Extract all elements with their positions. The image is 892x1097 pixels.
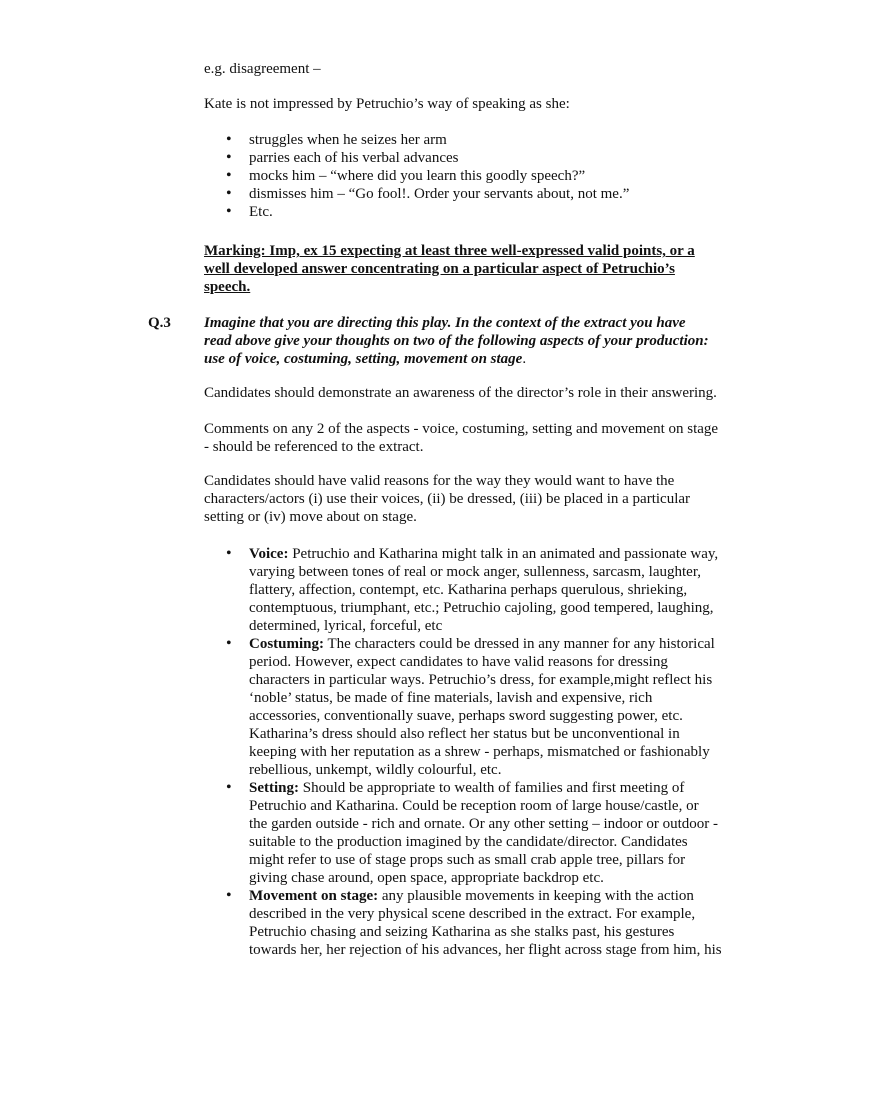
aspects-list (204, 545, 764, 959)
kate-points-list (204, 131, 744, 221)
list-item: • struggles when he seizes her arm (204, 131, 744, 149)
aspect-voice: • Voice: Petruchio and Katharina might talk in an animated and passionate way, varying between tones of real or mock anger, sullenness, sarcasm, laughter, flattery, affection, contempt, etc. Katharina perhaps querulous, shrieking, contemptuous, triumphant, etc.; Petruchio cajoling, good tempered, laughing, determined, lyrical, forceful, etc (204, 545, 764, 635)
reasons-paragraph: Candidates should have valid reasons for the way they would want to have the characters/actors (i) use their voices, (ii) be dressed, (iii) be placed in a particular setting or (iv) move about on stage. (204, 473, 691, 525)
marking-note: Marking: Imp, ex 15 expecting at least three well-expressed valid points, or a well developed answer concentrating on a particular aspect of Petruchio’s speech. (204, 243, 695, 295)
list-item: • dismisses him – “Go fool!. Order your servants about, not me.” (204, 185, 744, 203)
question-text: Imagine that you are directing this play. In the context of the extract you have read above give your thoughts on two of the following aspects of your production: use of voice, costuming, setting, movement on stage. (204, 315, 709, 367)
comments-paragraph: Comments on any 2 of the aspects - voice, costuming, setting and movement on stage - should be referenced to the extract. (204, 421, 719, 455)
director-paragraph: Candidates should demonstrate an awareness of the director’s role in their answering. (204, 385, 717, 401)
list-item: • mocks him – “where did you learn this goodly speech?” (204, 167, 744, 185)
list-item: • Etc. (204, 203, 744, 221)
kate-intro-line: Kate is not impressed by Petruchio’s way of speaking as she: (204, 96, 570, 112)
aspect-costuming: • Costuming: The characters could be dressed in any manner for any historical period. However, expect candidates to have valid reasons for dressing characters in particular ways. Petruchio’s dress, for example,might reflect his ‘noble’ status, be made of fine materials, lavish and expensive, rich accessories, conventionally suave, perhaps sword suggesting power, etc. Katharina’s dress should also reflect her status but be unconventional in keeping with her reputation as a shrew - perhaps, mismatched or fashionably rebellious, unkempt, wildly colourful, etc. (204, 635, 764, 779)
question-number: Q.3 (148, 315, 171, 331)
list-item: • parries each of his verbal advances (204, 149, 744, 167)
aspect-movement: • Movement on stage: any plausible movements in keeping with the action described in the very physical scene described in the extract. For example, Petruchio chasing and seizing Katharina as she stalks past, his gestures towards her, her rejection of his advances, her flight across stage from him, his (204, 887, 764, 959)
example-line: e.g. disagreement – (204, 61, 321, 77)
aspect-setting: • Setting: Should be appropriate to wealth of families and first meeting of Petruchio and Katharina. Could be reception room of large house/castle, or the garden outside - rich and ornate. Or any other setting – indoor or outdoor - suitable to the production imagined by the candidate/director. Candidates might refer to use of stage props such as small crab apple tree, pillars for giving chase around, open space, appropriate backdrop etc. (204, 779, 764, 887)
